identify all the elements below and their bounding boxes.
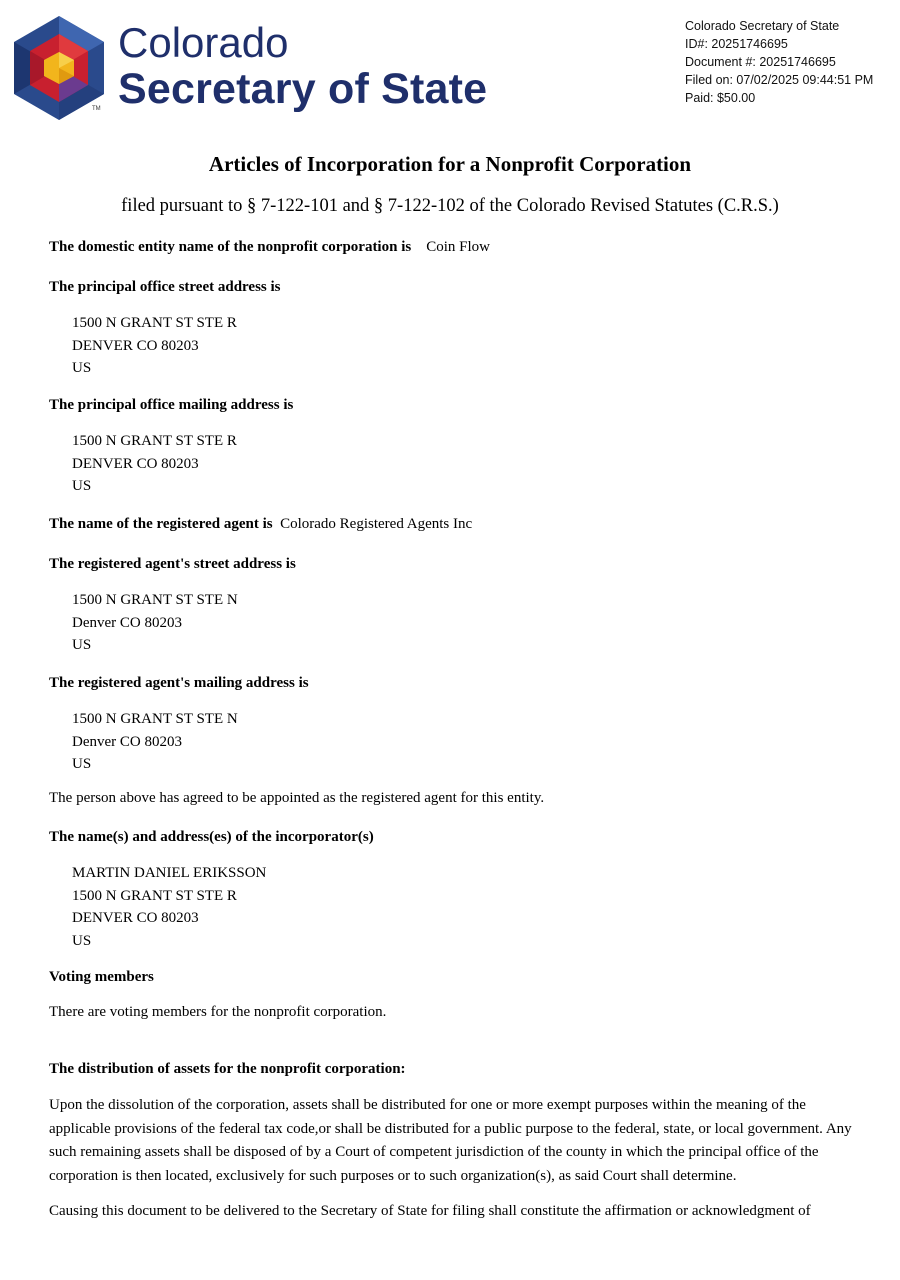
registered-agent-value: Colorado Registered Agents Inc bbox=[280, 516, 473, 532]
registered-agent-row bbox=[49, 516, 472, 533]
principal-street-label: The principal office street address is bbox=[49, 279, 281, 295]
incorporators-list bbox=[72, 862, 266, 952]
entity-name-row bbox=[49, 239, 490, 256]
entity-name-label: The domestic entity name of the nonprofit corporation is bbox=[49, 239, 412, 255]
address-line: DENVER CO 80203 bbox=[72, 910, 199, 926]
stamp-id: ID#: 20251746695 bbox=[685, 37, 788, 51]
address-line: DENVER CO 80203 bbox=[72, 455, 199, 472]
agent-consent-text: The person above has agreed to be appointed as the registered agent for this entity. bbox=[49, 790, 545, 806]
address-line: US bbox=[72, 478, 92, 494]
address-line: US bbox=[72, 932, 92, 949]
voting-members-label: Voting members bbox=[49, 969, 154, 985]
agent-street-label: The registered agent's street address is bbox=[49, 556, 296, 572]
incorporator-name: MARTIN DANIEL ERIKSSON bbox=[72, 865, 267, 881]
address-line: DENVER CO 80203 bbox=[72, 337, 199, 354]
agent-mailing-address bbox=[72, 708, 238, 776]
address-line: 1500 N GRANT ST STE N bbox=[72, 592, 238, 608]
entity-name-value: Coin Flow bbox=[426, 239, 490, 255]
address-line: US bbox=[72, 637, 92, 653]
principal-mailing-label: The principal office mailing address is bbox=[49, 397, 294, 413]
agent-street-address bbox=[72, 589, 238, 657]
address-line: 1500 N GRANT ST STE R bbox=[72, 433, 237, 449]
address-line: 1500 N GRANT ST STE R bbox=[72, 887, 237, 904]
distribution-text: Upon the dissolution of the corporation, assets shall be distributed for one or more exempt purposes within the meaning of the applicable provisions of the federal tax code,or shall be distributed for a public purpose to the federal, state, or local government. Any such remaining assets shall be disposed of by a Court of competent jurisdiction of the county in which the principal office of the corporation is then located, exclusively for such purposes or to such organization(s), as said Court shall determine. bbox=[49, 1097, 852, 1184]
principal-mailing-address bbox=[72, 430, 237, 498]
address-line: Denver CO 80203 bbox=[72, 614, 182, 631]
brand-line-colorado: Colorado bbox=[118, 19, 289, 66]
registered-agent-label: The name of the registered agent is bbox=[49, 516, 273, 532]
principal-street-address bbox=[72, 312, 237, 380]
agent-mailing-label: The registered agent's mailing address is bbox=[49, 675, 309, 691]
address-line: US bbox=[72, 360, 92, 376]
voting-members-text: There are voting members for the nonprofit corporation. bbox=[49, 1004, 387, 1020]
address-line: 1500 N GRANT ST STE R bbox=[72, 315, 237, 331]
distribution-label: The distribution of assets for the nonprofit corporation: bbox=[49, 1061, 406, 1077]
brand-line-secretary-of-state: Secretary of State bbox=[118, 65, 488, 113]
document-subtitle: filed pursuant to § 7-122-101 and § 7-122-102 of the Colorado Revised Statutes (C.R.S.) bbox=[121, 196, 779, 216]
filing-stamp bbox=[685, 17, 873, 107]
document-title: Articles of Incorporation for a Nonprofit Corporation bbox=[208, 152, 692, 176]
stamp-office: Colorado Secretary of State bbox=[685, 19, 840, 33]
stamp-paid: Paid: $50.00 bbox=[685, 91, 756, 105]
stamp-filed-on: Filed on: 07/02/2025 09:44:51 PM bbox=[685, 73, 874, 87]
stamp-document-number: Document #: 20251746695 bbox=[685, 55, 836, 69]
incorporators-label: The name(s) and address(es) of the incorporator(s) bbox=[49, 829, 374, 845]
address-line: US bbox=[72, 756, 92, 772]
address-line: Denver CO 80203 bbox=[72, 733, 182, 750]
trademark-mark: TM bbox=[92, 106, 101, 112]
closing-text: Causing this document to be delivered to the Secretary of State for filing shall constitute the affirmation or acknowledgment of bbox=[49, 1203, 811, 1219]
brand-wordmark bbox=[118, 19, 488, 113]
address-line: 1500 N GRANT ST STE N bbox=[72, 711, 238, 727]
